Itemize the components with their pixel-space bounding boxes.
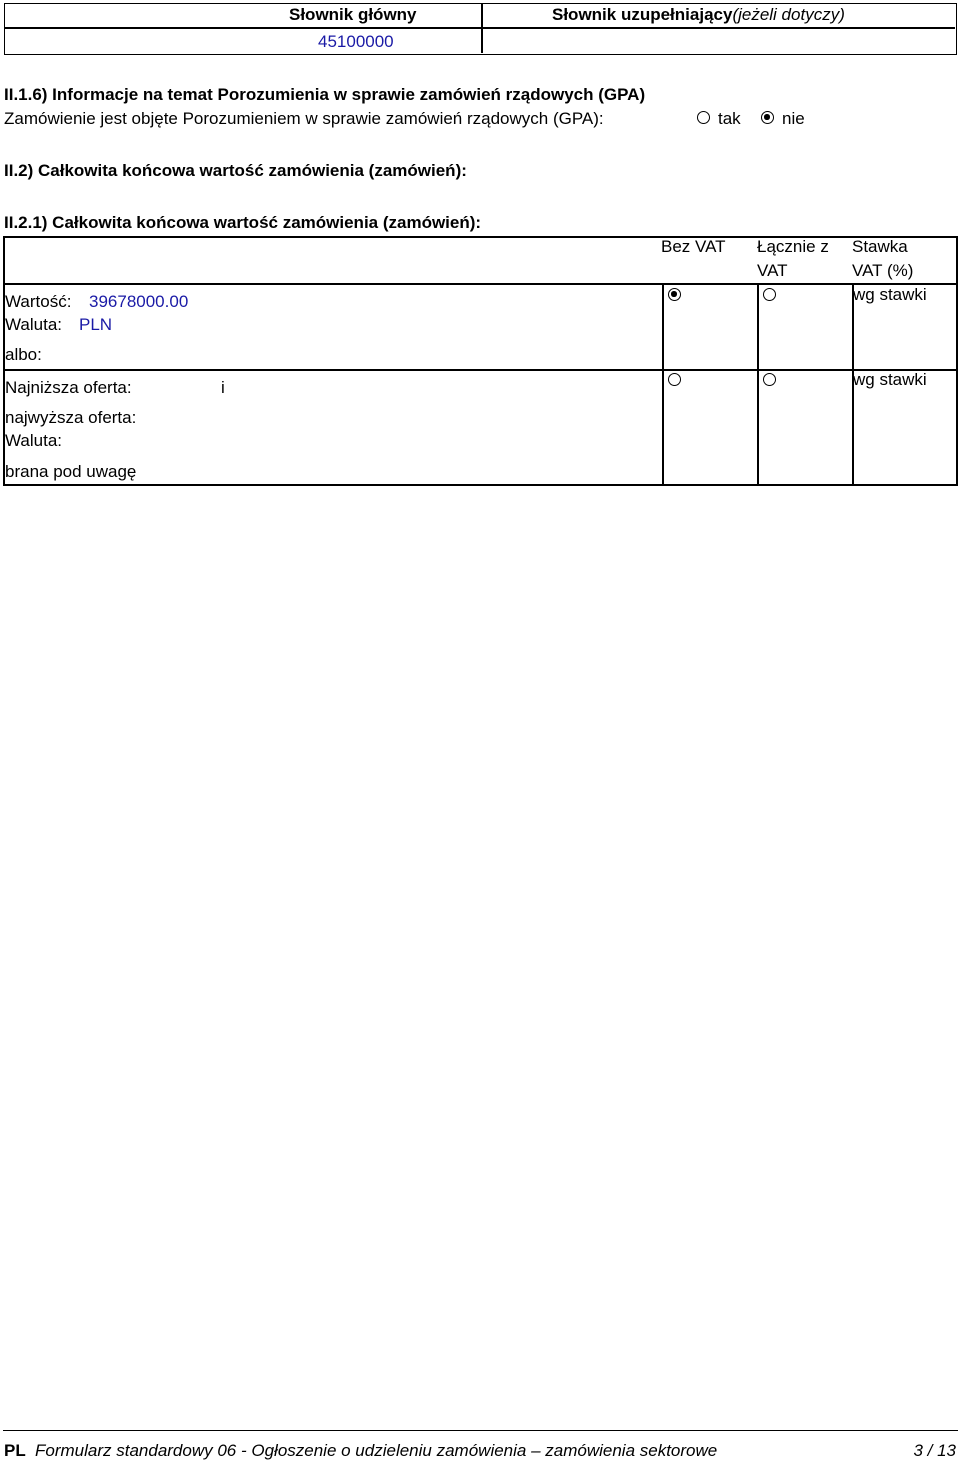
- row1-bez-vat-radio[interactable]: [668, 288, 681, 301]
- footer-page-number: 3 / 13: [913, 1441, 956, 1460]
- value-amount: 39678000.00: [89, 292, 189, 311]
- main-cpv-code: 45100000: [318, 32, 394, 51]
- value-label: Wartość:: [5, 292, 72, 311]
- total-value-heading: II.2) Całkowita końcowa wartość zamówienia (zamówień):: [4, 161, 467, 180]
- row1-lacznie-vat-radio[interactable]: [763, 288, 776, 301]
- gpa-nie-radio[interactable]: [761, 111, 774, 124]
- gpa-question: Zamówienie jest objęte Porozumieniem w sprawie zamówień rządowych (GPA):: [4, 109, 604, 128]
- gpa-heading: II.1.6) Informacje na temat Porozumienia w sprawie zamówień rządowych (GPA): [4, 85, 646, 104]
- row-divider: [5, 369, 956, 371]
- considered-label: brana pod uwagę: [5, 462, 137, 481]
- row2-rate: wg stawki: [853, 370, 927, 389]
- col-lacznie-line1: Łącznie z: [757, 237, 829, 256]
- albo-label: albo:: [5, 345, 42, 364]
- row2-bez-vat-radio[interactable]: [668, 373, 681, 386]
- col-stawka-line2: VAT (%): [852, 261, 914, 280]
- lowest-offer-label: Najniższa oferta:: [5, 378, 132, 397]
- col-stawka-line1: Stawka: [852, 237, 908, 256]
- gpa-nie-label: nie: [782, 109, 805, 128]
- col-divider-2: [757, 283, 759, 484]
- currency-value: PLN: [79, 315, 113, 334]
- footer-rule: [3, 1430, 958, 1431]
- main-dictionary-header: Słownik główny: [289, 5, 417, 24]
- gpa-tak-radio[interactable]: [697, 111, 710, 124]
- footer-lang: PL: [4, 1441, 26, 1460]
- supplementary-dictionary-header: [552, 5, 845, 25]
- row1-rate: wg stawki: [853, 285, 927, 304]
- supplementary-dictionary-note: (jeżeli dotyczy): [732, 5, 845, 24]
- total-value-subheading: II.2.1) Całkowita końcowa wartość zamówienia (zamówień):: [4, 213, 482, 232]
- row2-currency-label: Waluta:: [5, 431, 63, 450]
- total-value-table: [3, 236, 958, 486]
- row2-lacznie-vat-radio[interactable]: [763, 373, 776, 386]
- highest-offer-label: najwyższa oferta:: [5, 408, 137, 427]
- col-lacznie-line2: VAT: [757, 261, 788, 280]
- currency-label: Waluta:: [5, 315, 63, 334]
- col-divider-1: [662, 283, 664, 484]
- gpa-tak-label: tak: [718, 109, 741, 128]
- and-label: i: [221, 378, 225, 397]
- footer-form-title: Formularz standardowy 06 - Ogłoszenie o udzieleniu zamówienia – zamówienia sektorowe: [35, 1441, 718, 1460]
- header-row-divider: [5, 283, 956, 285]
- supplementary-dictionary-label: Słownik uzupełniający: [552, 5, 733, 24]
- col-bez-vat: Bez VAT: [661, 237, 726, 256]
- dict-column-divider: [481, 4, 483, 53]
- dict-row-divider: [5, 27, 955, 29]
